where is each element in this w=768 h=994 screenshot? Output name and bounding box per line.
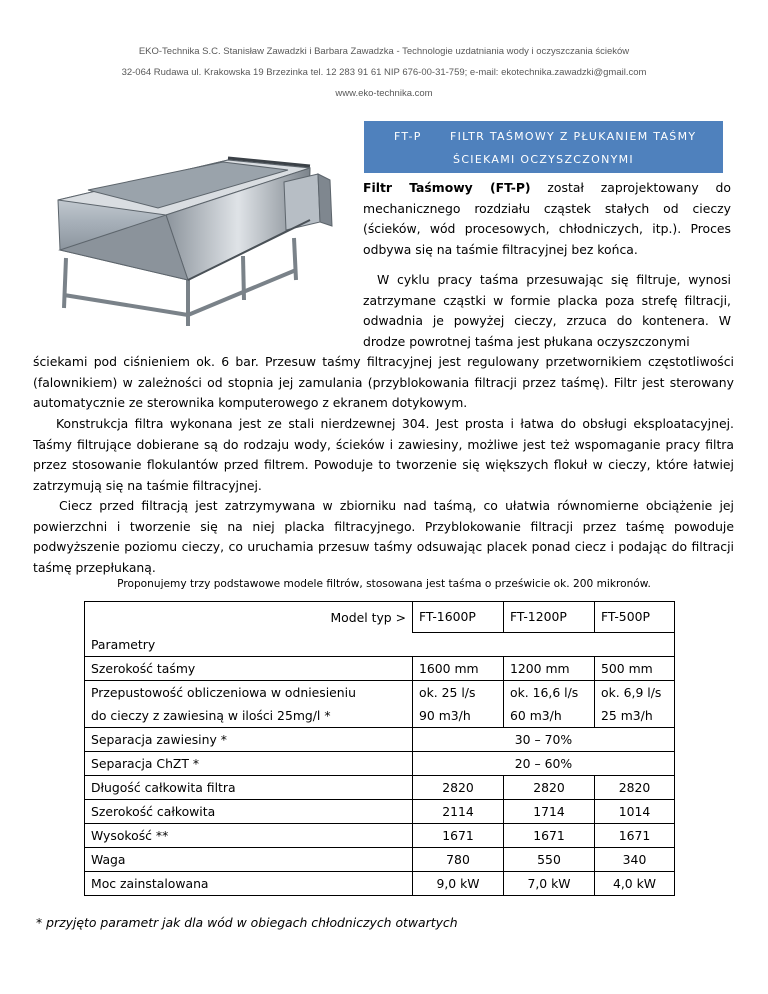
table-row	[85, 799, 675, 823]
row-label: Szerokość taśmy	[85, 656, 413, 680]
parameters-label: Parametry	[85, 632, 675, 656]
cell: 25 m3/h	[595, 704, 675, 728]
cell: 2114	[413, 799, 504, 823]
footnote: * przyjęto parametr jak dla wód w obiegach chłodniczych otwartych	[36, 915, 458, 930]
table-row	[85, 680, 675, 704]
cell: 1671	[504, 823, 595, 847]
table-row	[85, 704, 675, 728]
row-label: Przepustowość obliczeniowa w odniesieniu	[85, 680, 413, 704]
row-label: Waga	[85, 847, 413, 871]
table-row	[85, 871, 675, 895]
cell: 7,0 kW	[504, 871, 595, 895]
paragraph-4-text: Ciecz przed filtracją jest zatrzymywana w zbiorniku nad taśmą, co ułatwia równomierne obciążenie jej powierzchni i tworzenie się na niej placka filtracyjnego. Przyblokowanie filtracji przez taśmę powoduje podwyższenie poziomu cieczy, co uruchamia przesuw taśmy odsuwając placek ponad ciecz i podając do filtracji taśmę przepłukaną.	[33, 498, 734, 575]
cell: ok. 25 l/s	[413, 680, 504, 704]
cell: 550	[504, 847, 595, 871]
paragraph-4	[33, 496, 734, 578]
model-header: FT-1200P	[504, 602, 595, 633]
paragraph-3	[33, 414, 734, 496]
specification-table	[84, 601, 675, 896]
cell: 2820	[504, 775, 595, 799]
cell: 9,0 kW	[413, 871, 504, 895]
model-header: FT-500P	[595, 602, 675, 633]
models-note: Proponujemy trzy podstawowe modele filtrów, stosowana jest taśma o prześwicie ok. 200 mikronów.	[117, 578, 651, 590]
company-name: EKO-Technika S.C. Stanisław Zawadzki i Barbara Zawadzka - Technologie uzdatniania wody i oczyszczania ścieków	[138, 46, 630, 57]
paragraph-2-indented	[363, 270, 731, 352]
paragraph-2-part2: ściekami pod ciśnieniem ok. 6 bar. Przesuw taśmy filtracyjnej jest regulowany przetwornikiem częstotliwości (falownikiem) w zależności od stopnia jej zamulania (przyblokowania filtracji przez taśmę). Filtr jest sterowany automatycznie ze sterownika komputerowego z ekranem dotykowym.	[33, 354, 734, 410]
cell: 60 m3/h	[504, 704, 595, 728]
cell: 2820	[413, 775, 504, 799]
cell: 90 m3/h	[413, 704, 504, 728]
table-row	[85, 727, 675, 751]
cell: 4,0 kW	[595, 871, 675, 895]
product-banner	[364, 121, 723, 173]
cell: 780	[413, 847, 504, 871]
merged-cell: 20 – 60%	[413, 751, 675, 775]
cell: 1671	[595, 823, 675, 847]
merged-cell: 30 – 70%	[413, 727, 675, 751]
band-filter-machine-illustration	[48, 130, 348, 330]
row-label: do cieczy z zawiesiną w ilości 25mg/l *	[85, 704, 413, 728]
row-label: Szerokość całkowita	[85, 799, 413, 823]
intro-bold: Filtr Taśmowy (FT-P)	[363, 180, 531, 195]
model-type-label: Model typ >	[85, 602, 413, 633]
cell: 340	[595, 847, 675, 871]
table-row	[85, 823, 675, 847]
product-title-line2: ŚCIEKAMI OCZYSZCZONYMI	[453, 153, 634, 166]
paragraph-2-continued	[33, 352, 734, 414]
row-label: Moc zainstalowana	[85, 871, 413, 895]
cell: ok. 6,9 l/s	[595, 680, 675, 704]
cell: ok. 16,6 l/s	[504, 680, 595, 704]
table-row	[85, 656, 675, 680]
company-website: www.eko-technika.com	[335, 88, 433, 99]
product-title-line1: FILTR TAŚMOWY Z PŁUKANIEM TAŚMY	[450, 130, 697, 143]
cell: 1600 mm	[413, 656, 504, 680]
cell: 1714	[504, 799, 595, 823]
cell: 1671	[413, 823, 504, 847]
row-label: Wysokość **	[85, 823, 413, 847]
table-row	[85, 632, 675, 656]
paragraph-2-part1: W cyklu pracy taśma przesuwając się filtruje, wynosi zatrzymane cząstki w formie placka poza strefę filtracji, odwadnia je powyżej cieczy, zrzuca do kontenera. W drodze powrotnej taśma jest płukana oczyszczonymi	[363, 272, 731, 349]
paragraph-3-text: Konstrukcja filtra wykonana jest ze stali nierdzewnej 304. Jest prosta i łatwa do obsługi eksploatacyjnej. Taśmy filtrujące dobierane są do rodzaju wody, ścieków i zawiesiny, możliwe jest też wspomaganie pracy filtra przez stosowanie flokulantów przed filtrem. Powoduje to tworzenie się większych flokuł w cieczy, które łatwiej zatrzymują się na taśmie filtracyjnej.	[33, 416, 734, 493]
model-header: FT-1600P	[413, 602, 504, 633]
table-row	[85, 775, 675, 799]
cell: 1014	[595, 799, 675, 823]
company-address: 32-064 Rudawa ul. Krakowska 19 Brzezinka tel. 12 283 91 61 NIP 676-00-31-759; e-mail: ekotechnika.zawadzki@gmail.com	[121, 67, 647, 78]
table-header-row	[85, 602, 675, 633]
cell: 2820	[595, 775, 675, 799]
cell: 500 mm	[595, 656, 675, 680]
row-label: Separacja zawiesiny *	[85, 727, 413, 751]
table-row	[85, 751, 675, 775]
cell: 1200 mm	[504, 656, 595, 680]
row-label: Separacja ChZT *	[85, 751, 413, 775]
intro-paragraph	[363, 178, 731, 260]
product-code: FT-P	[394, 130, 422, 143]
intro-text: został zaprojektowany do mechanicznego rozdziału cząstek stałych od cieczy (ścieków, wód procesowych, chłodniczych, itp.). Proces odbywa się na taśmie filtracyjnej bez końca.	[363, 180, 731, 257]
row-label: Długość całkowita filtra	[85, 775, 413, 799]
table-row	[85, 847, 675, 871]
